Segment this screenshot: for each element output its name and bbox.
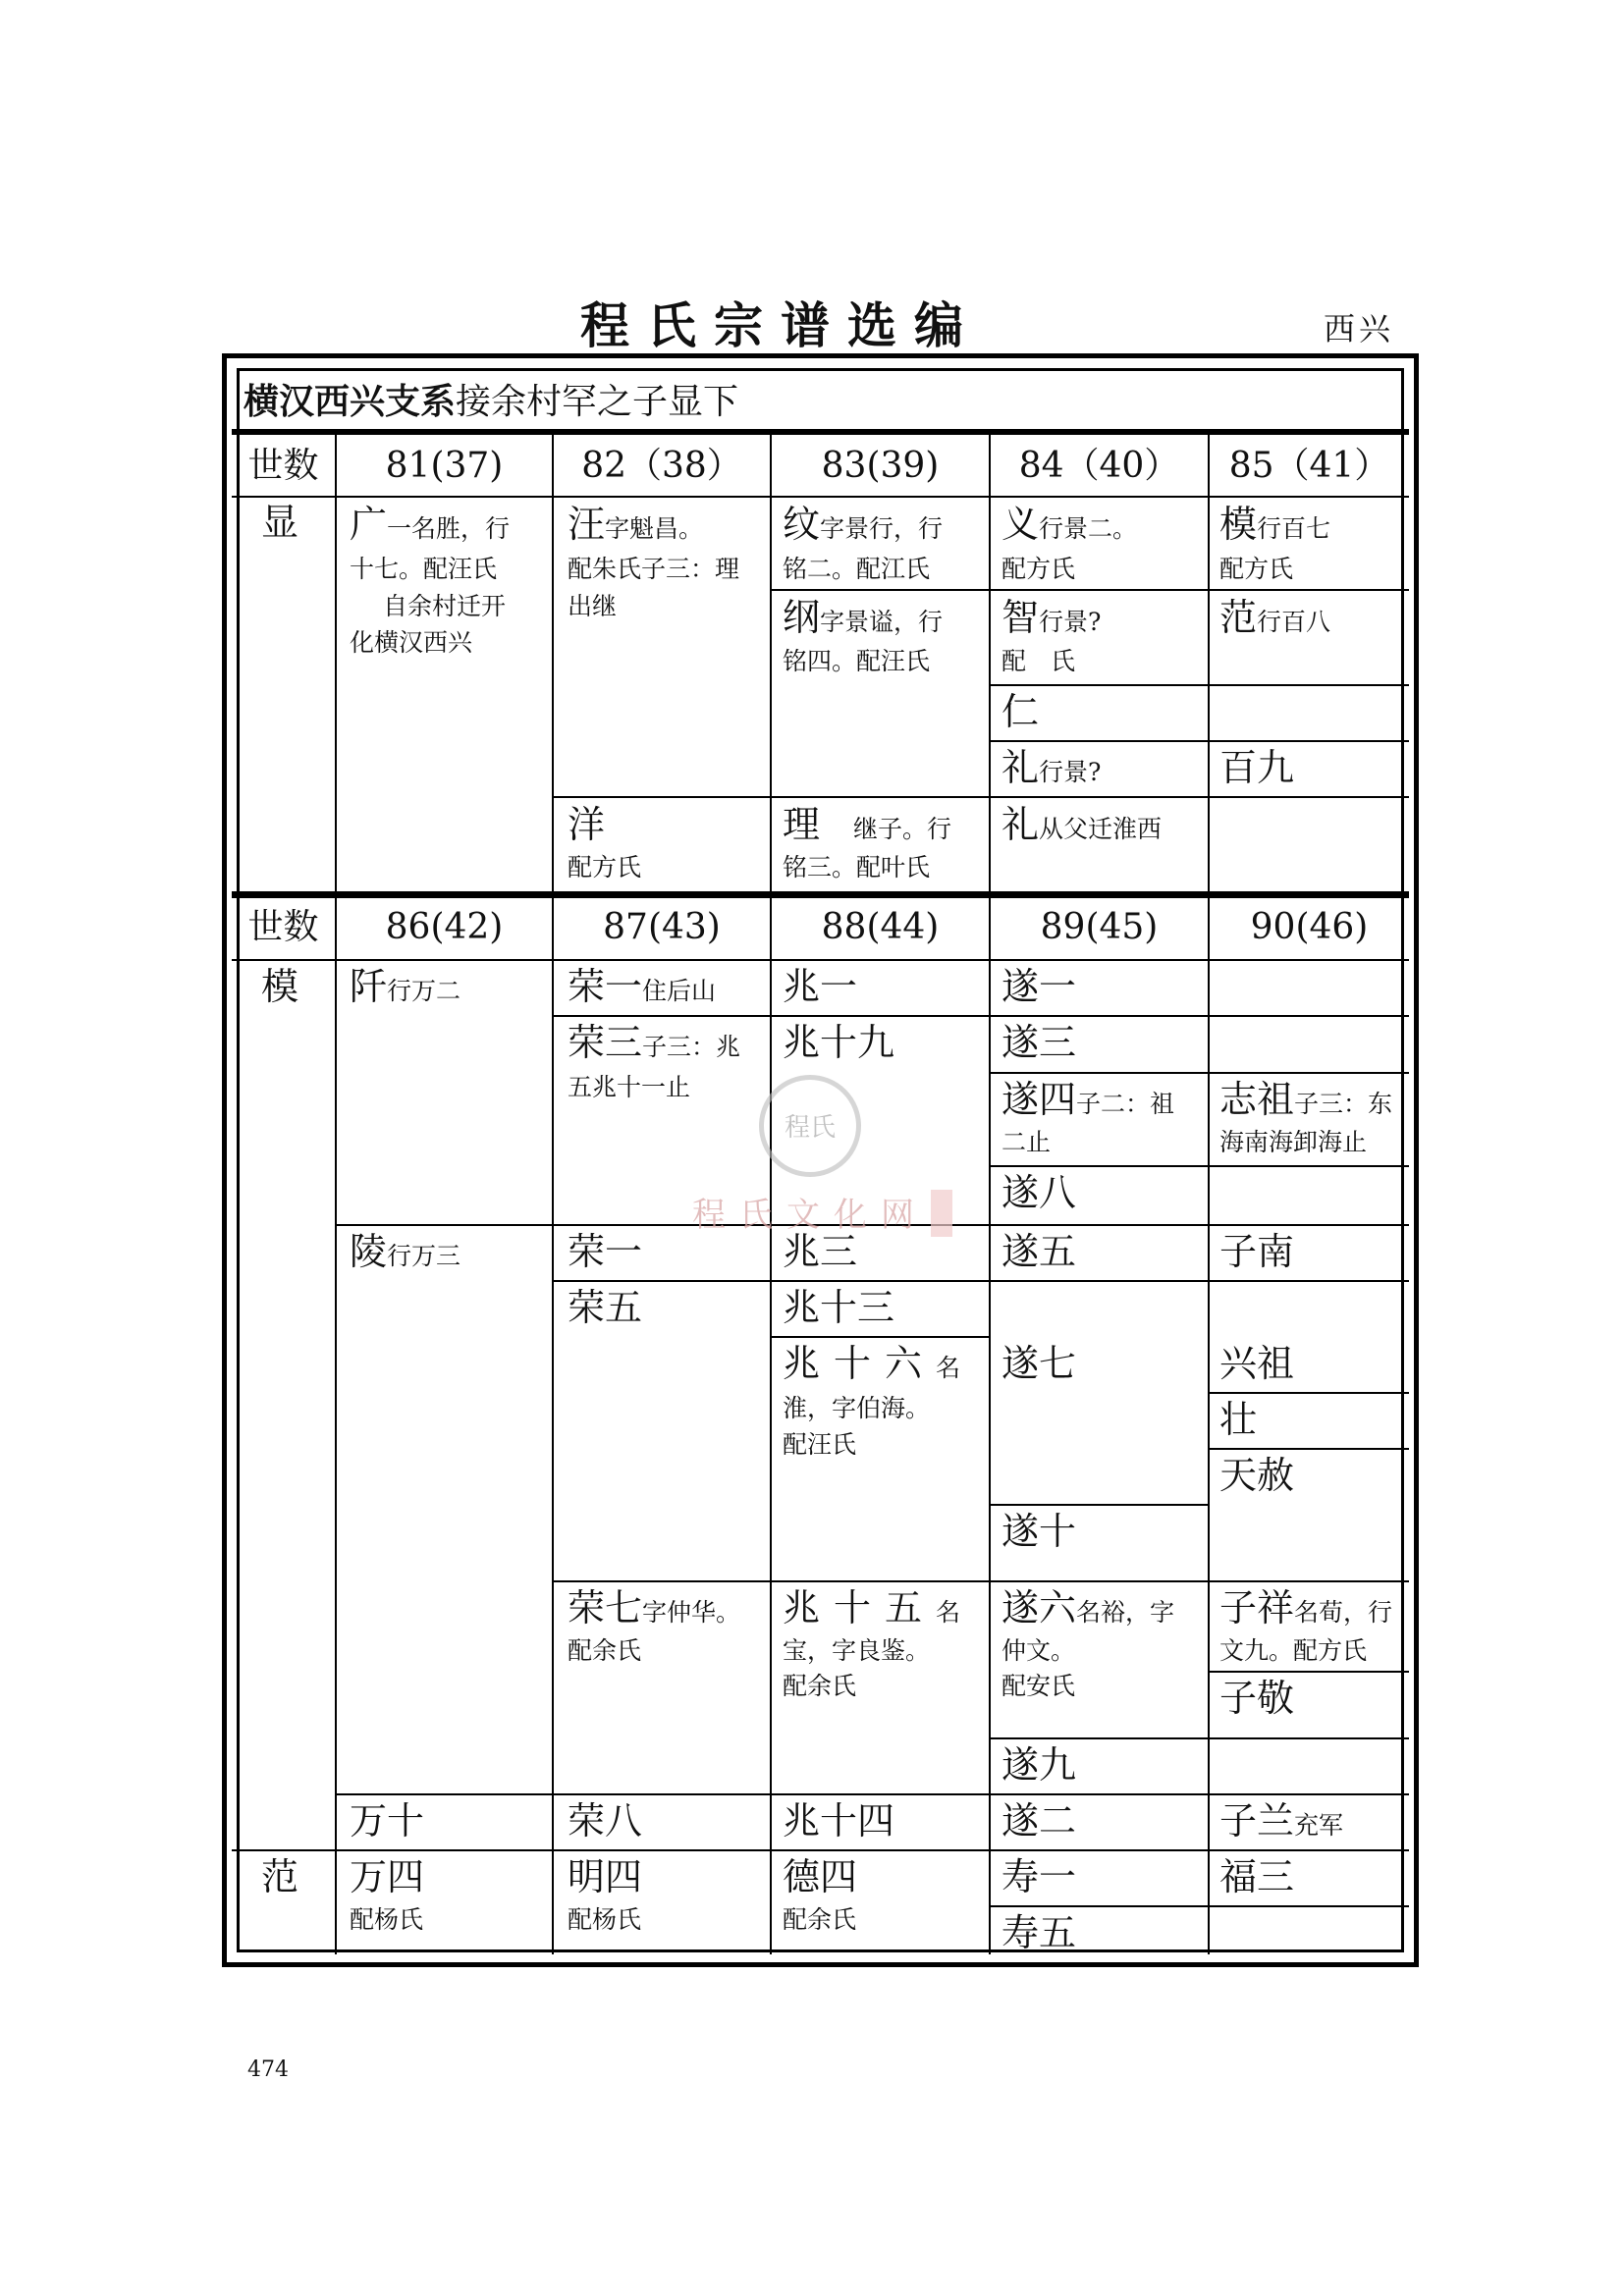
- person-entry: [568, 1021, 740, 1065]
- person-name: 遂十: [1001, 1510, 1077, 1553]
- person-name: 寿一: [1001, 1855, 1077, 1898]
- person-note: 行百七: [1257, 514, 1331, 543]
- column-header: 87(43): [603, 907, 721, 947]
- person-name: 天赦: [1219, 1454, 1295, 1497]
- rule: [771, 1336, 990, 1338]
- person-entry: [1001, 1078, 1174, 1122]
- person-entry: [783, 1342, 960, 1386]
- person-note: 子三：东: [1294, 1090, 1393, 1118]
- person-note-line: 五兆十一止: [568, 1073, 691, 1101]
- person-entry: [783, 503, 943, 547]
- person-name: 阡: [350, 965, 388, 1008]
- person-note-line: 配 氏: [1001, 647, 1076, 675]
- rule: [552, 435, 554, 1954]
- watermark-seal: [759, 1075, 861, 1177]
- rule: [990, 1737, 1409, 1739]
- rule: [1209, 1671, 1409, 1673]
- rule: [990, 740, 1409, 742]
- root-name: 模: [261, 965, 299, 1008]
- person-note-line: 配方氏: [1219, 555, 1294, 583]
- person-name: 范: [1219, 596, 1258, 639]
- rule: [990, 1165, 1409, 1167]
- person-note: 行万三: [387, 1242, 461, 1270]
- person-note-line: 出继: [568, 592, 618, 620]
- column-header: 89(45): [1040, 907, 1159, 947]
- person-name: 兆十五: [783, 1586, 937, 1629]
- person-entry: [350, 1230, 460, 1274]
- column-header: 83(39): [821, 446, 940, 486]
- column-header: 90(46): [1250, 907, 1369, 947]
- person-name: 仁: [1001, 690, 1040, 733]
- person-note-line: 文九。配方氏: [1219, 1636, 1368, 1665]
- person-note-line: 配余氏: [568, 1636, 642, 1665]
- person-name: 洋: [568, 803, 606, 846]
- person-name: 兆三: [783, 1230, 858, 1273]
- person-note: 行景?: [1039, 608, 1102, 636]
- person-entry: [1001, 746, 1101, 790]
- rule: [552, 1015, 1409, 1017]
- person-entry: [1001, 1586, 1174, 1630]
- person-note-line: 配杨氏: [568, 1905, 642, 1934]
- banner-divider: [232, 429, 1409, 435]
- person-note-line: 淮，字伯海。: [783, 1394, 931, 1422]
- person-name: 荣一: [568, 965, 643, 1008]
- person-note: 字景行，行: [820, 514, 944, 543]
- person-note-line: 配朱氏子三：理: [568, 555, 740, 583]
- person-name: 兆十四: [783, 1799, 895, 1842]
- person-name: 子兰: [1219, 1799, 1295, 1842]
- person-name: 兆十六: [783, 1342, 937, 1385]
- person-name: 广: [350, 503, 388, 546]
- person-note: 一名胜，行: [387, 514, 511, 543]
- person-entry: [350, 965, 460, 1009]
- person-note: 名: [936, 1598, 961, 1627]
- person-name: 德四: [783, 1855, 858, 1898]
- person-entry: [1001, 596, 1101, 640]
- rule: [232, 496, 1409, 498]
- person-note: 子二：祖: [1076, 1090, 1175, 1118]
- rule: [990, 1280, 1409, 1282]
- watermark-stamp: [931, 1190, 952, 1237]
- person-note: 行景?: [1039, 758, 1102, 786]
- person-name: 荣八: [568, 1799, 643, 1842]
- person-note: 名荀，行: [1294, 1598, 1393, 1627]
- rule: [232, 1849, 1409, 1851]
- rule: [989, 435, 991, 1954]
- person-note: 行百八: [1257, 608, 1331, 636]
- person-name: 子祥: [1219, 1586, 1295, 1629]
- rule: [232, 959, 1409, 961]
- rule: [770, 589, 990, 591]
- person-note-line: 配余氏: [783, 1905, 857, 1934]
- rule: [990, 1504, 1209, 1506]
- person-name: 荣三: [568, 1021, 643, 1064]
- person-name: 遂七: [1001, 1342, 1077, 1385]
- person-name: 理: [783, 803, 821, 846]
- rule: [335, 1793, 1409, 1795]
- rule: [990, 1905, 1409, 1907]
- person-name: 志祖: [1219, 1078, 1295, 1121]
- person-name: 寿五: [1001, 1911, 1077, 1954]
- branch-name: 横汉西兴支系: [244, 381, 457, 422]
- person-name: 子南: [1219, 1230, 1295, 1273]
- person-note-line: 配余氏: [783, 1672, 857, 1700]
- person-note: 字景谥，行: [820, 608, 944, 636]
- page-title: 程氏宗谱选编: [580, 296, 981, 354]
- banner: [244, 374, 738, 424]
- person-name: 纹: [783, 503, 821, 546]
- rule: [1209, 1448, 1409, 1450]
- person-name: 荣五: [568, 1286, 643, 1329]
- column-header: 84（40）: [1018, 446, 1180, 486]
- person-note-line: 二止: [1001, 1128, 1052, 1156]
- person-name: 兴祖: [1219, 1342, 1295, 1385]
- rule: [1208, 435, 1210, 1954]
- person-note: 子三：兆: [642, 1033, 741, 1061]
- page-number: 474: [247, 2057, 289, 2082]
- person-name: 礼: [1001, 803, 1040, 846]
- person-entry: [350, 503, 510, 547]
- branch-corner-label: 西兴: [1324, 310, 1395, 347]
- person-note: 住后山: [642, 977, 717, 1005]
- person-entry: [1001, 503, 1137, 547]
- rule: [552, 796, 1409, 798]
- person-name: 万十: [350, 1799, 425, 1842]
- column-header: 81(37): [385, 446, 504, 486]
- person-name: 遂二: [1001, 1799, 1077, 1842]
- person-note-line: 配方氏: [568, 853, 642, 881]
- rule: [990, 589, 1409, 591]
- person-name: 兆一: [783, 965, 858, 1008]
- person-note: 名: [936, 1354, 961, 1382]
- person-name: 礼: [1001, 746, 1040, 789]
- root-name: 显: [261, 501, 299, 544]
- person-note: 继子。行: [853, 815, 952, 843]
- person-note-line: 配杨氏: [350, 1905, 424, 1934]
- person-note: 行万二: [387, 977, 461, 1005]
- branch-origin: 接余村罕之子显下: [456, 382, 739, 422]
- person-note: 名裕，字: [1076, 1598, 1175, 1627]
- person-note: 从父迁淮西: [1039, 815, 1163, 843]
- person-entry: [568, 1586, 740, 1630]
- person-note: 字仲华。: [642, 1598, 741, 1627]
- person-name: 明四: [568, 1855, 643, 1898]
- person-entry: [783, 803, 951, 847]
- person-name: 万四: [350, 1855, 425, 1898]
- column-header: 82（38）: [581, 446, 742, 486]
- watermark-text: 程氏文化网: [692, 1196, 928, 1235]
- seal-text: 程氏: [784, 1113, 836, 1143]
- person-entry: [1219, 503, 1330, 547]
- person-entry: [783, 596, 943, 640]
- rule: [990, 1072, 1409, 1074]
- person-name: 陵: [350, 1230, 388, 1273]
- root-name: 范: [261, 1855, 299, 1898]
- column-header: 85（41）: [1228, 446, 1390, 486]
- person-note-line: 化横汉西兴: [350, 628, 473, 657]
- person-name: 兆十三: [783, 1286, 895, 1329]
- person-name: 智: [1001, 596, 1040, 639]
- person-note-line: 十七。配汪氏: [350, 555, 498, 583]
- person-note: 行景二。: [1039, 514, 1138, 543]
- person-name: 荣一: [568, 1230, 643, 1273]
- person-note-line: 仲文。: [1001, 1636, 1076, 1665]
- person-name: 义: [1001, 503, 1040, 546]
- person-note-line: 铭四。配汪氏: [783, 647, 931, 675]
- person-name: 遂九: [1001, 1743, 1077, 1787]
- column-header: 88(44): [821, 907, 940, 947]
- person-name: 壮: [1219, 1398, 1258, 1441]
- person-name: 福三: [1219, 1855, 1295, 1898]
- column-header: 86(42): [385, 907, 504, 947]
- person-entry: [1219, 596, 1330, 640]
- person-name: 遂一: [1001, 965, 1077, 1008]
- person-name: 模: [1219, 503, 1258, 546]
- person-name: 遂四: [1001, 1078, 1077, 1121]
- person-name: 荣七: [568, 1586, 643, 1629]
- person-note-line: 宝，字良鉴。: [783, 1636, 931, 1665]
- person-name: 汪: [568, 503, 606, 546]
- person-note-line: 自余村迁开: [383, 592, 507, 620]
- rule: [1209, 1392, 1409, 1394]
- generation-label: 世数: [247, 907, 319, 947]
- person-name: 百九: [1219, 746, 1295, 789]
- rule: [335, 435, 337, 1954]
- person-entry: [1219, 1799, 1343, 1843]
- person-note: 字魁昌。: [605, 514, 704, 543]
- person-name: 兆十九: [783, 1021, 895, 1064]
- person-note-line: 铭二。配江氏: [783, 555, 931, 583]
- person-entry: [568, 965, 716, 1009]
- person-entry: [1001, 803, 1162, 847]
- person-name: 遂五: [1001, 1230, 1077, 1273]
- person-note: 充军: [1294, 1811, 1344, 1840]
- person-note-line: 配汪氏: [783, 1430, 857, 1459]
- rule: [552, 1580, 1409, 1582]
- person-note-line: 铭三。配叶氏: [783, 853, 931, 881]
- person-entry: [783, 1586, 960, 1630]
- person-name: 遂六: [1001, 1586, 1077, 1629]
- person-note-line: 配安氏: [1001, 1672, 1076, 1700]
- person-entry: [1219, 1586, 1392, 1630]
- person-name: 遂八: [1001, 1171, 1077, 1214]
- rule: [990, 684, 1409, 686]
- person-entry: [568, 503, 703, 547]
- section-divider: [232, 891, 1409, 898]
- person-note-line: 配方氏: [1001, 555, 1076, 583]
- person-entry: [1219, 1078, 1392, 1122]
- generation-label: 世数: [247, 446, 319, 486]
- person-note-line: 海南海卸海止: [1219, 1128, 1368, 1156]
- person-name: 纲: [783, 596, 821, 639]
- person-name: 遂三: [1001, 1021, 1077, 1064]
- person-name: 子敬: [1219, 1677, 1295, 1720]
